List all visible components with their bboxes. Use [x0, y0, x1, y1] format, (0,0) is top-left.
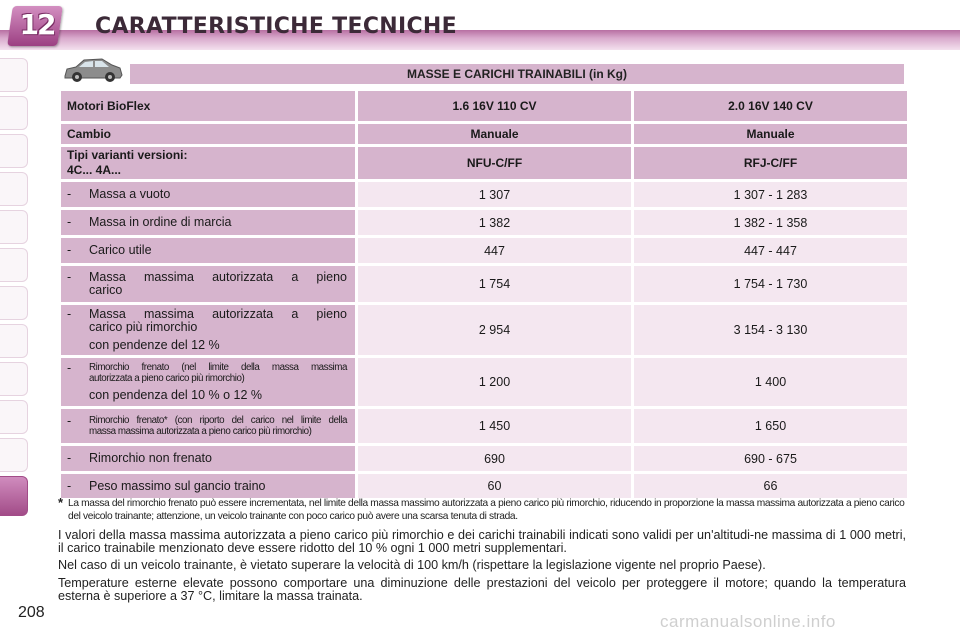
cell-value: Manuale [634, 124, 907, 144]
page-number: 208 [18, 604, 45, 621]
cell-value: 1 382 [358, 210, 631, 235]
column-header: 1.6 16V 110 CV [358, 91, 631, 121]
row-label [61, 409, 355, 443]
cell-value: 1 200 [358, 358, 631, 406]
gearbox-row [61, 124, 907, 144]
row-label: Motori BioFlex [61, 91, 355, 121]
dash: - [67, 361, 72, 375]
chapter-number: 12 [19, 8, 55, 41]
cell-value: 447 - 447 [634, 238, 907, 263]
dash: - [67, 414, 72, 428]
dash: - [67, 270, 72, 284]
chapter-tab[interactable] [0, 172, 28, 206]
row-label [61, 238, 355, 263]
table-row [61, 305, 907, 355]
row-text: Massa in ordine di marcia [89, 215, 232, 229]
chapter-tab[interactable] [0, 58, 28, 92]
note-paragraph: I valori della massa massima autorizzata a pieno carico più rimorchio e dei carichi trainabili indicati sono validi per un'altitudi-ne massima di 1 000 metri, il carico trainabile menzionato deve essere ridotto del 10 % ogni 1 000 metri supplementari. [58, 528, 906, 556]
chapter-tabs [0, 58, 30, 520]
cell-value: 690 [358, 446, 631, 471]
row-text: Rimorchio non frenato [89, 451, 212, 465]
dash: - [67, 478, 72, 493]
table-row [61, 358, 907, 406]
chapter-tab-active[interactable] [0, 476, 28, 516]
table-row [61, 182, 907, 207]
dash: - [67, 187, 72, 201]
cell-value: 3 154 - 3 130 [634, 305, 907, 355]
row-label [61, 474, 355, 498]
row-text-line: Massa massima autorizzata a pieno [89, 307, 347, 321]
cell-value: 1 382 - 1 358 [634, 210, 907, 235]
table-row [61, 446, 907, 471]
table-row [61, 474, 907, 498]
masses-table [58, 88, 910, 501]
cell-value: 447 [358, 238, 631, 263]
table-row [61, 409, 907, 443]
car-icon [62, 56, 124, 84]
cell-value: 1 450 [358, 409, 631, 443]
cell-value: 690 - 675 [634, 446, 907, 471]
chapter-tab[interactable] [0, 210, 28, 244]
cell-value: 1 400 [634, 358, 907, 406]
row-text [89, 271, 347, 297]
cell-value: 1 307 - 1 283 [634, 182, 907, 207]
row-label: Cambio [61, 124, 355, 144]
chapter-tab[interactable] [0, 96, 28, 130]
note-paragraph: Nel caso di un veicolo trainante, è vietato superare la velocità di 100 km/h (rispettare la legislazione vigente nel proprio Paese). [58, 558, 766, 573]
page-title: CARATTERISTICHE TECNICHE [95, 14, 457, 39]
row-text-line: massa massima autorizzata a pieno carico più rimorchio) [89, 426, 312, 437]
row-text [89, 415, 347, 437]
row-text-line: carico [89, 283, 123, 297]
row-text [89, 308, 347, 352]
table-row [61, 210, 907, 235]
chapter-tab[interactable] [0, 362, 28, 396]
row-text-line: Massa massima autorizzata a pieno [89, 270, 347, 284]
dash: - [67, 307, 72, 321]
row-label-line: 4C... 4A... [67, 163, 122, 177]
row-label [61, 266, 355, 302]
chapter-tab[interactable] [0, 438, 28, 472]
footnote-marker: * [58, 495, 63, 510]
cell-value: 66 [634, 474, 907, 498]
table-row [61, 266, 907, 302]
row-label [61, 210, 355, 235]
row-label [61, 446, 355, 471]
table-row [61, 238, 907, 263]
row-subtext: con pendenza del 10 % o 12 % [89, 388, 263, 402]
row-label [61, 182, 355, 207]
row-text [89, 362, 347, 402]
cell-value: Manuale [358, 124, 631, 144]
footnote [58, 495, 906, 523]
chapter-tab[interactable] [0, 248, 28, 282]
dash: - [67, 451, 72, 465]
dash: - [67, 215, 72, 229]
note-paragraph: Temperature esterne elevate possono comportare una diminuzione delle prestazioni del veicolo per proteggere il motore; quando la temperatura esterna è superiore a 37 °C, limitare la massa trainata. [58, 575, 906, 603]
chapter-tab[interactable] [0, 286, 28, 320]
row-text-line: Rimorchio frenato (nel limite della massa massima [89, 362, 347, 373]
cell-value: 1 754 - 1 730 [634, 266, 907, 302]
chapter-tab[interactable] [0, 134, 28, 168]
watermark: carmanualsonline.info [660, 612, 836, 631]
column-header: 2.0 16V 140 CV [634, 91, 907, 121]
row-label-line: Tipi varianti versioni: [67, 148, 188, 162]
row-label [61, 358, 355, 406]
dash: - [67, 243, 72, 257]
table-title: MASSE E CARICHI TRAINABILI (in Kg) [130, 64, 904, 84]
footnote-text: La massa del rimorchio frenato può essere incrementata, nel limite della massa massimo autorizzata a pieno carico più rimorchio, riducendo in proporzione la massa massima autorizzata a pieno carico del veicolo trainante; attenzione, un veicolo trainante con poco carico può avere una scarsa tenuta di strada. [68, 498, 905, 522]
row-text: Carico utile [89, 243, 152, 257]
cell-value: 60 [358, 474, 631, 498]
notes [58, 529, 906, 607]
cell-value: 1 307 [358, 182, 631, 207]
cell-value: 1 754 [358, 266, 631, 302]
variants-row [61, 147, 907, 179]
cell-value: 1 650 [634, 409, 907, 443]
row-subtext: con pendenze del 12 % [89, 338, 220, 352]
chapter-tab[interactable] [0, 324, 28, 358]
row-text: Peso massimo sul gancio traino [89, 478, 266, 493]
engine-row [61, 91, 907, 121]
row-label [61, 305, 355, 355]
cell-value: 2 954 [358, 305, 631, 355]
row-text: Massa a vuoto [89, 187, 171, 201]
chapter-tab[interactable] [0, 400, 28, 434]
cell-value: NFU-C/FF [358, 147, 631, 179]
cell-value: RFJ-C/FF [634, 147, 907, 179]
row-text-line: autorizzata a pieno carico più rimorchio) [89, 373, 245, 384]
row-text-line: carico più rimorchio [89, 320, 198, 334]
row-label [61, 147, 355, 179]
row-text-line: Rimorchio frenato* (con riporto del carico nel limite della [89, 415, 347, 426]
